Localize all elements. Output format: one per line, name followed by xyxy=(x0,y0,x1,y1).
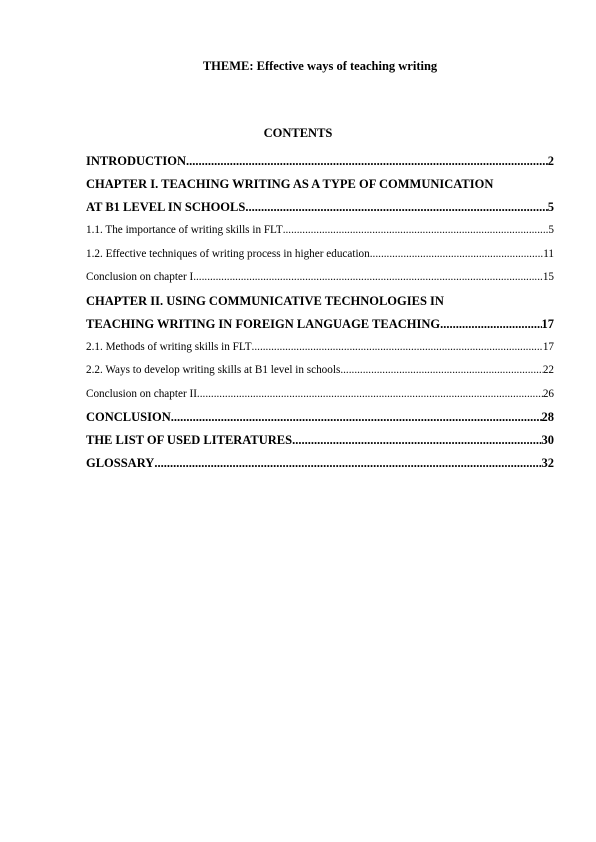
toc-page-number: 17 xyxy=(541,316,554,331)
toc-leader-dots xyxy=(154,452,541,475)
toc-entry-conclusion-chapter2 xyxy=(86,383,554,407)
toc-leader-dots xyxy=(193,266,543,290)
toc-leader-dots xyxy=(171,406,542,429)
toc-chapter2-line1: CHAPTER II. USING COMMUNICATIVE TECHNOLOGIES IN xyxy=(86,293,444,308)
table-of-contents xyxy=(86,150,554,475)
toc-chapter1-line1: CHAPTER I. TEACHING WRITING AS A TYPE OF COMMUNICATION xyxy=(86,177,494,191)
toc-entry-chapter2 xyxy=(86,313,554,336)
toc-label: Conclusion on chapter I xyxy=(86,271,194,283)
contents-heading: CONTENTS xyxy=(263,126,333,140)
toc-label: Conclusion on chapter II xyxy=(86,387,197,400)
toc-page-number: 5 xyxy=(548,224,554,236)
toc-entry-1-1 xyxy=(86,219,554,243)
toc-label: 2.2. Ways to develop writing skills at B1 level in schools xyxy=(86,364,341,376)
toc-entry-1-2 xyxy=(86,243,554,267)
toc-entry-2-2 xyxy=(86,359,554,383)
theme-title: THEME: Effective ways of teaching writing xyxy=(202,59,438,73)
toc-leader-dots xyxy=(370,243,543,267)
toc-page-number: 17 xyxy=(542,340,554,353)
toc-entry-2-1 xyxy=(86,336,554,360)
toc-page-number: 28 xyxy=(541,410,554,424)
toc-page-number: 32 xyxy=(541,456,554,470)
toc-entry-glossary xyxy=(86,452,554,475)
toc-page-number: 30 xyxy=(541,433,554,447)
toc-entry-chapter1 xyxy=(86,196,554,219)
toc-page-number: 5 xyxy=(547,200,554,214)
toc-leader-dots xyxy=(197,383,543,407)
toc-label: CONCLUSION xyxy=(86,410,171,424)
toc-label: INTRODUCTION xyxy=(86,154,187,168)
toc-page-number: 26 xyxy=(542,387,554,400)
toc-leader-dots xyxy=(283,219,549,243)
toc-entry-literature xyxy=(86,429,554,452)
toc-entry-conclusion-chapter1 xyxy=(86,266,554,290)
toc-leader-dots xyxy=(186,150,548,173)
toc-leader-dots xyxy=(440,313,541,336)
toc-page-number: 15 xyxy=(542,271,554,283)
toc-label: GLOSSARY xyxy=(86,456,155,470)
toc-label: 2.1. Methods of writing skills in FLT xyxy=(86,340,252,353)
toc-label: TEACHING WRITING IN FOREIGN LANGUAGE TEACHING xyxy=(86,316,441,331)
toc-label: THE LIST OF USED LITERATURES xyxy=(86,433,293,447)
toc-page-number: 11 xyxy=(543,247,554,260)
toc-label: AT B1 LEVEL IN SCHOOLS xyxy=(86,200,246,214)
toc-leader-dots xyxy=(245,196,547,219)
toc-page-number: 2 xyxy=(547,154,554,168)
toc-leader-dots xyxy=(340,359,542,383)
toc-label: 1.1. The importance of writing skills in FLT xyxy=(86,224,283,236)
toc-leader-dots xyxy=(292,429,541,452)
toc-page-number: 22 xyxy=(542,364,554,376)
toc-entry-introduction xyxy=(86,150,554,173)
toc-label: 1.2. Effective techniques of writing process in higher education xyxy=(86,247,370,260)
toc-leader-dots xyxy=(252,336,543,360)
toc-entry-conclusion xyxy=(86,406,554,429)
